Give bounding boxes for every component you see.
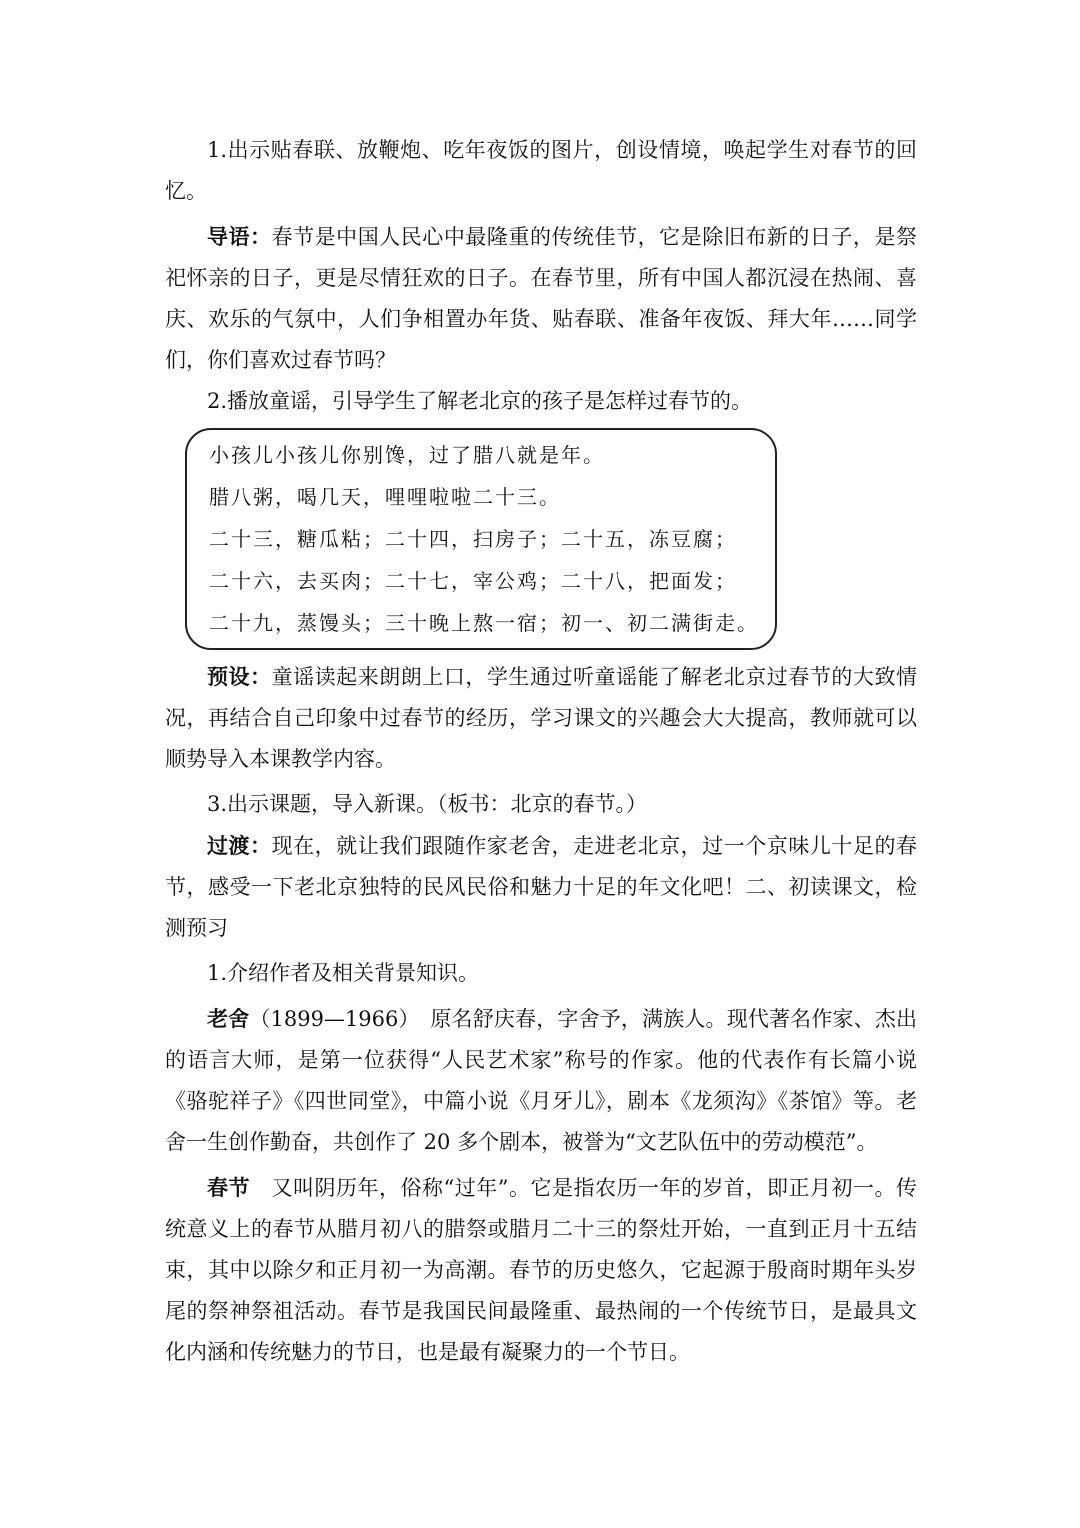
paragraph-step-2: 2.播放童谣，引导学生了解老北京的孩子是怎样过春节的。 bbox=[207, 389, 753, 413]
rhyme-line: 小孩儿小孩儿你别馋，过了腊八就是年。 bbox=[209, 443, 605, 467]
paragraph-author-intro: 1.介绍作者及相关背景知识。 bbox=[207, 961, 480, 985]
rhyme-line: 二十六，去买肉；二十七，宰公鸡；二十八，把面发； bbox=[209, 569, 737, 593]
intro-label: 导语： bbox=[207, 224, 272, 249]
paragraph-laoshe bbox=[165, 998, 917, 1163]
rhyme-line: 腊八粥，喝几天，哩哩啦啦二十三。 bbox=[209, 485, 561, 509]
spring-festival-text: 又叫阴历年，俗称“过年”。它是指农历一年的岁首，即正月初一。传统意义上的春节从腊月初八的腊祭或腊月二十三的祭灶开始，一直到正月十五结束，其中以除夕和正月初一为高潮。春节的历史悠久，它起源于殷商时期年头岁尾的祭神祭祖活动。春节是我国民间最隆重、最热闹的一个传统节日，是最具文化内涵和传统魅力的节日，也是最有凝聚力的一个节日。 bbox=[165, 1176, 917, 1364]
paragraph-spring-festival bbox=[165, 1167, 917, 1373]
rhyme-line: 二十三，糖瓜粘；二十四，扫房子；二十五，冻豆腐； bbox=[209, 527, 737, 551]
document-page bbox=[165, 130, 917, 1373]
rhyme-line: 二十九，蒸馒头；三十晚上熬一宿；初一、初二满街走。 bbox=[209, 611, 759, 635]
laoshe-text: （1899—1966） 原名舒庆春，字舍予，满族人。现代著名作家、杰出的语言大师，是第一位获得“人民艺术家”称号的作家。他的代表作有长篇小说《骆驼祥子》《四世同堂》，中篇小说《月牙儿》，剧本《龙须沟》《茶馆》等。老舍一生创作勤奋，共创作了 20 多个剧本，被誉为“文艺队伍中的劳动模范”。 bbox=[165, 1007, 918, 1154]
paragraph-step-1: 1.出示贴春联、放鞭炮、吃年夜饭的图片，创设情境，唤起学生对春节的回忆。 bbox=[165, 138, 917, 203]
spring-festival-label: 春节 bbox=[207, 1175, 251, 1200]
paragraph-intro bbox=[165, 216, 917, 381]
paragraph-preset bbox=[165, 656, 917, 780]
paragraph-step-3: 3.出示课题，导入新课。（板书：北京的春节。） bbox=[207, 792, 648, 816]
nursery-rhyme-box bbox=[185, 428, 777, 650]
laoshe-label: 老舍 bbox=[207, 1006, 250, 1031]
transition-text: 现在，就让我们跟随作家老舍，走进老北京，过一个京味儿十足的春节，感受一下老北京独特的民风民俗和魅力十足的年文化吧！二、初读课文，检测预习 bbox=[165, 834, 917, 940]
preset-text: 童谣读起来朗朗上口，学生通过听童谣能了解老北京过春节的大致情况，再结合自己印象中过春节的经历，学习课文的兴趣会大大提高，教师就可以顺势导入本课教学内容。 bbox=[165, 665, 917, 771]
paragraph-transition bbox=[165, 825, 917, 949]
preset-label: 预设： bbox=[207, 664, 272, 689]
transition-label: 过渡： bbox=[207, 833, 272, 858]
intro-text: 春节是中国人民心中最隆重的传统佳节，它是除旧布新的日子，是祭祀怀亲的日子，更是尽情狂欢的日子。在春节里，所有中国人都沉浸在热闹、喜庆、欢乐的气氛中，人们争相置办年货、贴春联、准备年夜饭、拜大年……同学们，你们喜欢过春节吗？ bbox=[165, 225, 917, 372]
